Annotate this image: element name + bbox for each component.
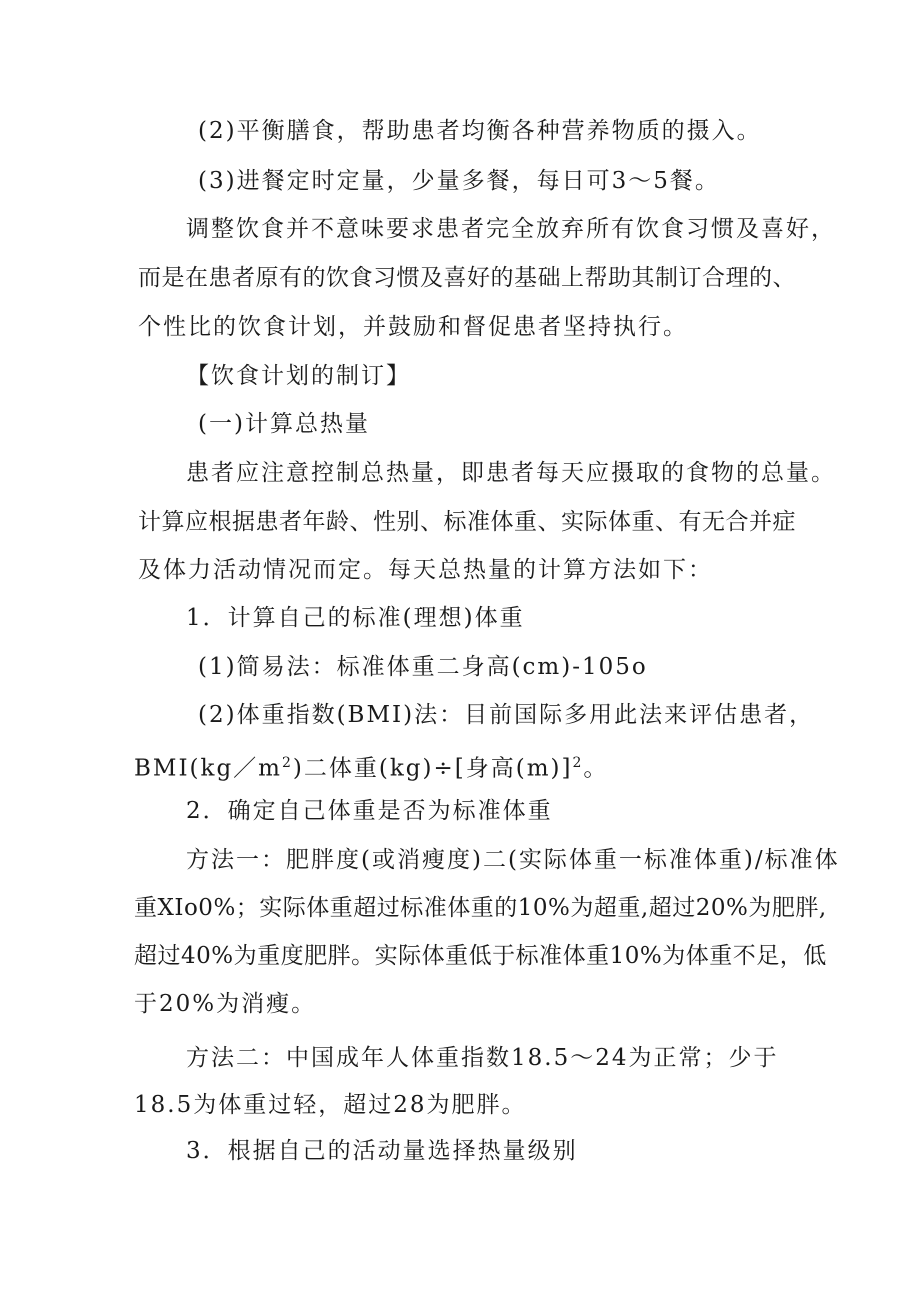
text-line-3: 调整饮食并不意味要求患者完全放弃所有饮食习惯及喜好， [186,216,836,242]
text-line-13: (2)体重指数(BMI)法：目前国际多用此法来评估患者， [198,702,815,728]
bmi-formula [134,748,608,784]
text-line-18: 超过40%为重度肥胖。实际体重低于标准体重10%为体重不足，低 [134,943,827,969]
section-heading: 【饮食计划的制订】 [186,363,411,389]
text-line-8: 患者应注意控制总热量，即患者每天应摄取的食物的总量。 [186,460,836,486]
numbered-heading-3: 3．根据自己的活动量选择热量级别 [186,1138,578,1164]
bmi-formula-sup2: 2 [572,755,584,771]
text-line-20: 方法二：中国成年人体重指数18.5～24为正常；少于 [186,1045,779,1071]
text-line-5: 个性比的饮食计划，并鼓励和督促患者坚持执行。 [138,314,688,340]
text-line-19: 于20%为消瘦。 [134,991,317,1017]
text-line-16: 方法一：肥胖度(或消瘦度)二(实际体重一标准体重)/标准体 [186,847,840,873]
bmi-formula-prefix: BMI(kg／m [134,755,282,782]
bmi-formula-middle: )二体重(kg)÷[身高(m)] [292,755,573,782]
text-line-1: (2)平衡膳食，帮助患者均衡各种营养物质的摄入。 [198,118,762,144]
text-line-4: 而是在患者原有的饮食习惯及喜好的基础上帮助其制订合理的、 [138,265,796,291]
numbered-heading-2: 2．确定自己体重是否为标准体重 [186,798,553,824]
text-line-2: (3)进餐定时定量，少量多餐，每日可3～5餐。 [198,168,720,194]
text-line-10: 及体力活动情况而定。每天总热量的计算方法如下： [138,557,713,583]
bmi-formula-sup1: 2 [281,755,293,771]
text-line-17: 重XIo0%；实际体重超过标准体重的10%为超重,超过20%为肥胖, [134,895,827,921]
text-line-9: 计算应根据患者年龄、性别、标准体重、实际体重、有无合并症 [138,509,796,535]
text-line-21: 18.5为体重过轻，超过28为肥胖。 [134,1092,527,1118]
text-line-12: (1)简易法：标准体重二身高(cm)-105o [198,654,648,680]
numbered-heading-1: 1．计算自己的标准(理想)体重 [186,605,525,631]
subsection-heading: (一)计算总热量 [198,411,370,437]
bmi-formula-suffix: 。 [583,755,609,782]
